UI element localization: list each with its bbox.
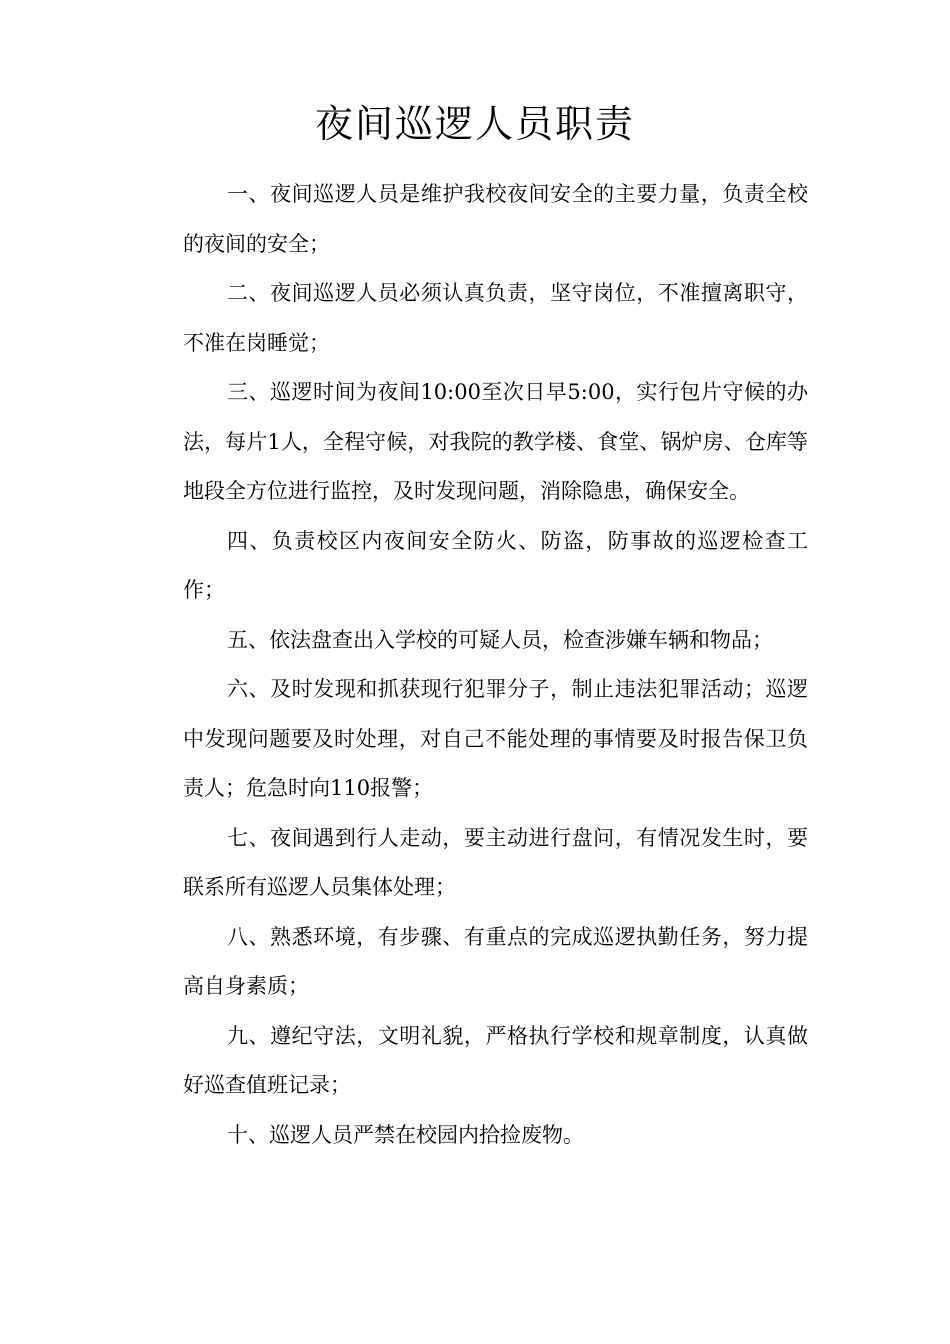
duty-item-8: 八、熟悉环境，有步骤、有重点的完成巡逻执勤任务，努力提高自身素质； bbox=[183, 924, 808, 998]
duty-item-5: 五、依法盘查出入学校的可疑人员，检查涉嫌车辆和物品； bbox=[227, 627, 773, 652]
duty-item-1: 一、夜间巡逻人员是维护我校夜间安全的主要力量，负责全校的夜间的安全； bbox=[183, 182, 808, 256]
duty-item-4: 四、负责校区内夜间安全防火、防盗，防事故的巡逻检查工作； bbox=[183, 528, 808, 602]
document-body bbox=[183, 170, 808, 1160]
document-title: 夜间巡逻人员职责 bbox=[314, 102, 635, 146]
duty-item-10: 十、巡逻人员严禁在校园内拾捡废物。 bbox=[227, 1122, 584, 1147]
duty-item-3: 三、巡逻时间为夜间10:00至次日早5:00，实行包片守候的办法，每片1人，全程守候，对我院的教学楼、食堂、锅炉房、仓库等地段全方位进行监控，及时发现问题，消除隐患，确保安全。 bbox=[183, 380, 808, 503]
duty-item-7: 七、夜间遇到行人走动，要主动进行盘问，有情况发生时，要联系所有巡逻人员集体处理； bbox=[183, 825, 808, 899]
duty-item-9: 九、遵纪守法，文明礼貌，严格执行学校和规章制度，认真做好巡查值班记录； bbox=[183, 1023, 808, 1097]
duty-item-6: 六、及时发现和抓获现行犯罪分子，制止违法犯罪活动；巡逻中发现问题要及时处理，对自己不能处理的事情要及时报告保卫负责人；危急时向110报警； bbox=[183, 677, 808, 800]
duty-item-2: 二、夜间巡逻人员必须认真负责，坚守岗位，不准擅离职守，不准在岗睡觉； bbox=[183, 281, 808, 355]
